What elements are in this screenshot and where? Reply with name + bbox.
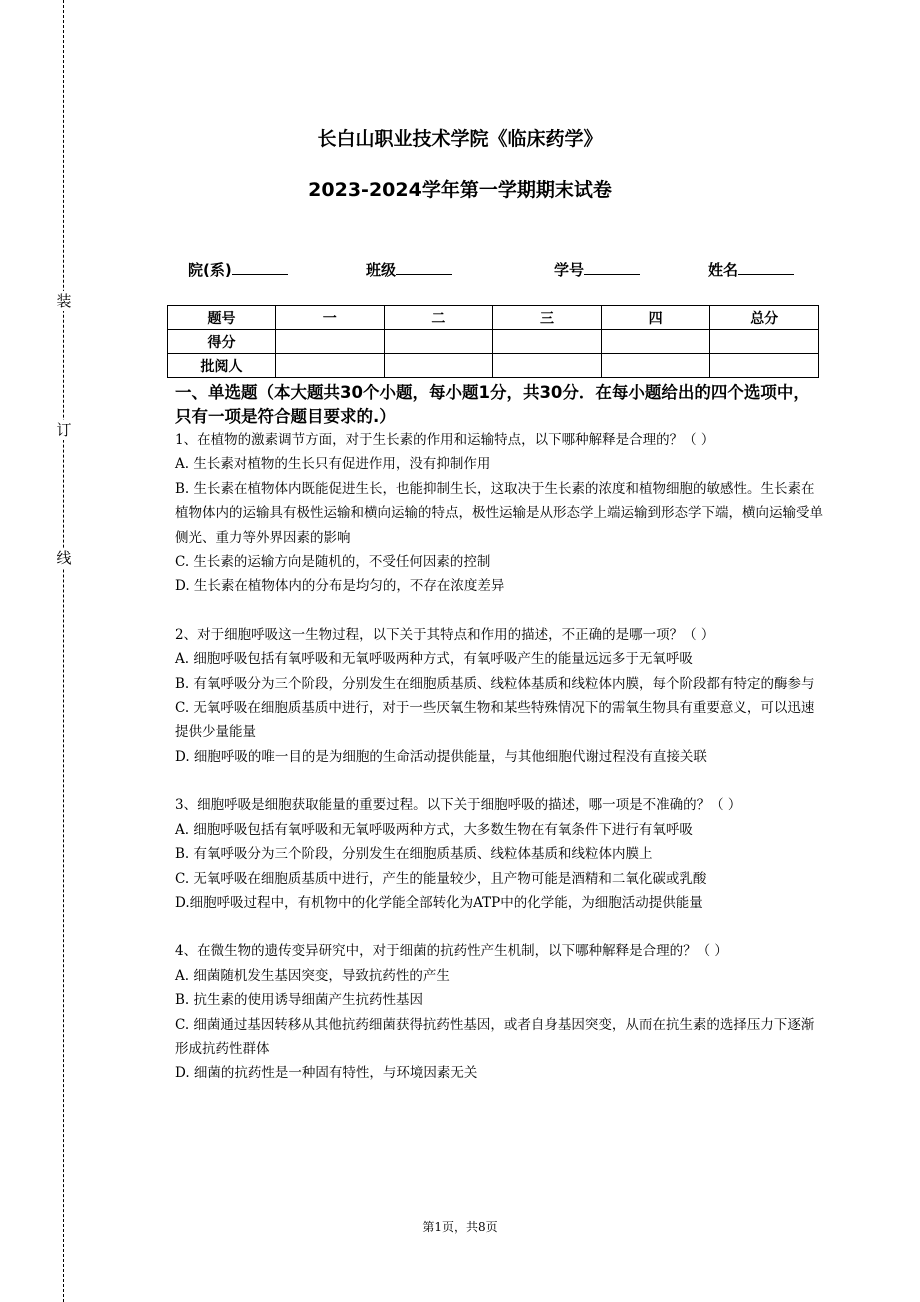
- grader-cell: [601, 354, 710, 378]
- class-label: 班级: [366, 261, 397, 279]
- score-header-cell: 题号: [168, 306, 276, 330]
- score-cell: [601, 330, 710, 354]
- option-a: A. 细胞呼吸包括有氧呼吸和无氧呼吸两种方式，大多数生物在有氧条件下进行有氧呼吸: [175, 821, 693, 838]
- score-header-cell: 一: [276, 306, 385, 330]
- option-b: B. 生长素在植物体内既能促进生长，也能抑制生长，这取决于生长素的浓度和植物细胞的敏感性。生长素在植物体内的运输具有极性运输和横向运输的特点，极性运输是从形态学上端运输到形态学下端，横向运输受单侧光、重力等外界因素的影响: [175, 480, 823, 546]
- name-label: 姓名: [708, 261, 739, 279]
- option-c: C. 无氧呼吸在细胞质基质中进行，对于一些厌氧生物和某些特殊情况下的需氧生物具有重要意义，可以迅速提供少量能量: [175, 700, 815, 741]
- score-row-label: 得分: [168, 330, 276, 354]
- score-header-cell: 二: [384, 306, 493, 330]
- option-a: A. 生长素对植物的生长只有促进作用，没有抑制作用: [175, 456, 491, 473]
- name-blank: [738, 259, 794, 275]
- binding-char-ding: 订: [56, 421, 72, 439]
- option-c: C. 生长素的运输方向是随机的，不受任何因素的控制: [175, 554, 491, 571]
- binding-char-zhuang: 装: [56, 292, 72, 310]
- score-header-cell: 三: [493, 306, 602, 330]
- score-cell: [493, 330, 602, 354]
- grader-row-label: 批阅人: [168, 354, 276, 378]
- score-header-cell: 总分: [710, 306, 819, 330]
- questions-container: [175, 428, 825, 1110]
- option-d: D. 细胞呼吸的唯一目的是为细胞的生命活动提供能量，与其他细胞代谢过程没有直接关联: [175, 748, 707, 765]
- question-3: [175, 793, 825, 915]
- score-table-header-row: [168, 306, 819, 330]
- dept-blank: [232, 259, 288, 275]
- page-footer: 第1页，共8页: [422, 1220, 498, 1234]
- option-d: D. 细菌的抗药性是一种固有特性，与环境因素无关: [175, 1065, 478, 1082]
- option-c: C. 细菌通过基因转移从其他抗药细菌获得抗药性基因，或者自身基因突变，从而在抗生素的选择压力下逐渐形成抗药性群体: [175, 1016, 815, 1057]
- student-id-blank: [584, 259, 640, 275]
- option-a: A. 细菌随机发生基因突变，导致抗药性的产生: [175, 967, 450, 984]
- question-stem: 3、细胞呼吸是细胞获取能量的重要过程。以下关于细胞呼吸的描述，哪一项是不准确的？（ ）: [175, 797, 742, 814]
- score-table-score-row: [168, 330, 819, 354]
- section-1-heading: 一、单选题（本大题共30个小题，每小题1分，共30分．在每小题给出的四个选项中，只有一项是符合题目要求的.）: [175, 383, 810, 426]
- exam-title-line1: 长白山职业技术学院《临床药学》: [317, 128, 603, 150]
- score-table-grader-row: [168, 354, 819, 378]
- question-1: [175, 428, 825, 599]
- option-b: B. 有氧呼吸分为三个阶段，分别发生在细胞质基质、线粒体基质和线粒体内膜上: [175, 846, 653, 863]
- student-info-row: [0, 259, 920, 281]
- dept-field: [188, 259, 288, 280]
- class-blank: [396, 259, 452, 275]
- grader-cell: [710, 354, 819, 378]
- option-b: B. 抗生素的使用诱导细菌产生抗药性基因: [175, 992, 424, 1009]
- option-a: A. 细胞呼吸包括有氧呼吸和无氧呼吸两种方式，有氧呼吸产生的能量远远多于无氧呼吸: [175, 651, 693, 668]
- score-cell: [276, 330, 385, 354]
- option-b: B. 有氧呼吸分为三个阶段，分别发生在细胞质基质、线粒体基质和线粒体内膜，每个阶段都有特定的酶参与: [175, 675, 815, 692]
- question-4: [175, 939, 825, 1085]
- question-2: [175, 623, 825, 769]
- option-d: D.细胞呼吸过程中，有机物中的化学能全部转化为ATP中的化学能，为细胞活动提供能量: [175, 894, 703, 911]
- student-id-field: [554, 259, 640, 280]
- grader-cell: [276, 354, 385, 378]
- question-stem: 4、在微生物的遗传变异研究中，对于细菌的抗药性产生机制，以下哪种解释是合理的？（ ）: [175, 943, 728, 960]
- grader-cell: [493, 354, 602, 378]
- question-stem: 2、对于细胞呼吸这一生物过程，以下关于其特点和作用的描述，不正确的是哪一项？（ ）: [175, 626, 715, 643]
- binding-char-xian: 线: [56, 549, 72, 567]
- student-id-label: 学号: [554, 261, 585, 279]
- dept-label: 院(系): [188, 261, 232, 279]
- name-field: [708, 259, 794, 280]
- option-c: C. 无氧呼吸在细胞质基质中进行，产生的能量较少，且产物可能是酒精和二氧化碳或乳酸: [175, 870, 707, 887]
- score-cell: [384, 330, 493, 354]
- score-cell: [710, 330, 819, 354]
- score-header-cell: 四: [601, 306, 710, 330]
- question-stem: 1、在植物的激素调节方面，对于生长素的作用和运输特点，以下哪种解释是合理的？（ ）: [175, 432, 715, 448]
- option-d: D. 生长素在植物体内的分布是均匀的，不存在浓度差异: [175, 578, 505, 595]
- score-table: [167, 305, 819, 378]
- grader-cell: [384, 354, 493, 378]
- class-field: [366, 259, 452, 280]
- exam-title-line2: 2023-2024学年第一学期期末试卷: [308, 179, 612, 201]
